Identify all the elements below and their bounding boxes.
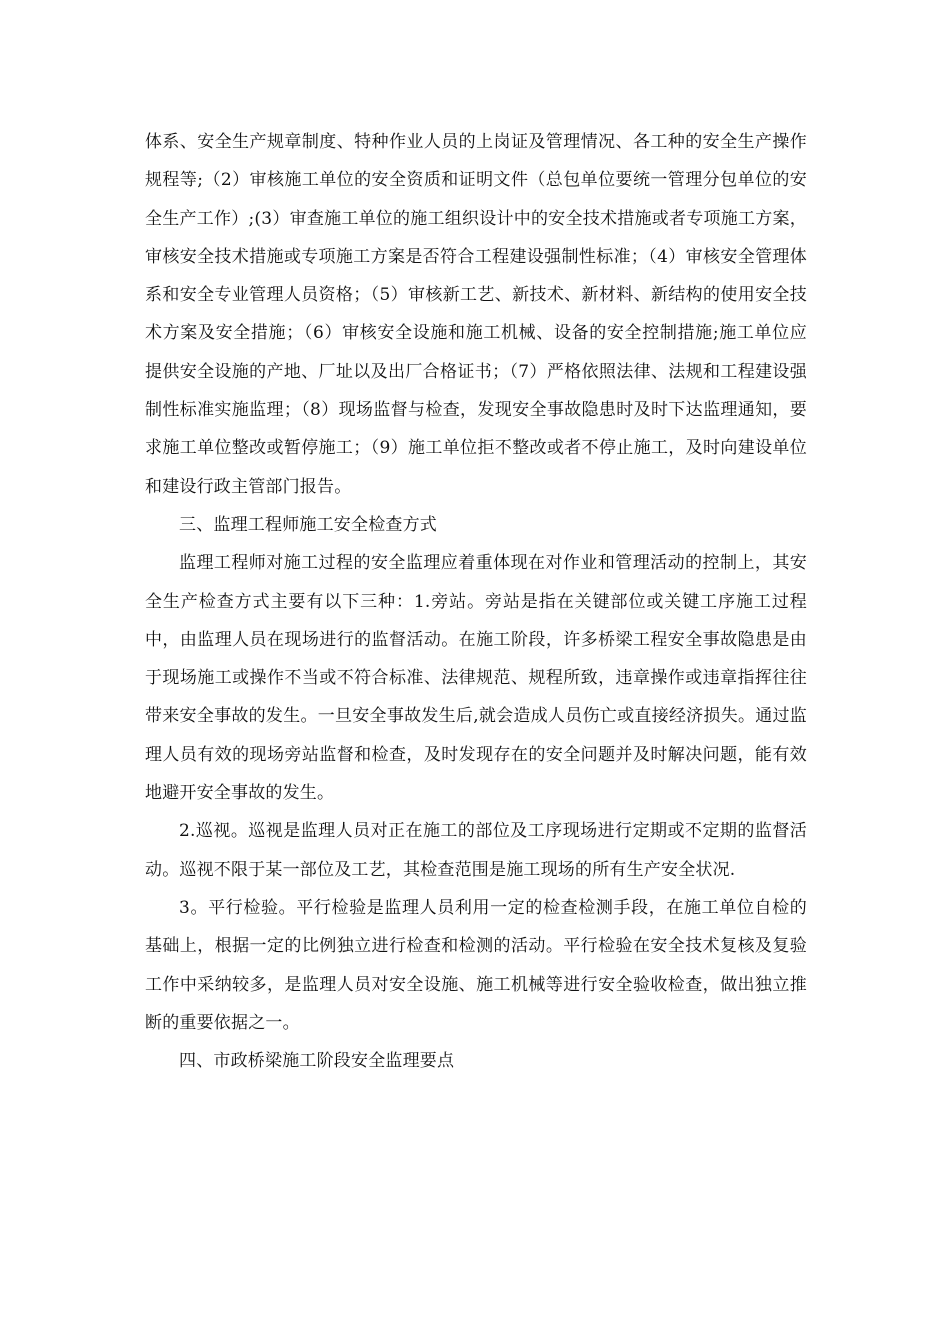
document-body	[145, 123, 807, 1080]
paragraph-safety-review-items: 体系、安全生产规章制度、特种作业人员的上岗证及管理情况、各工种的安全生产操作规程等;（2）审核施工单位的安全资质和证明文件（总包单位要统一管理分包单位的安全生产工作）;(3）审查施工单位的施工组织设计中的安全技术措施或者专项施工方案，审核安全技术措施或专项施工方案是否符合工程建设强制性标准；（4）审核安全管理体系和安全专业管理人员资格；（5）审核新工艺、新技术、新材料、新结构的使用安全技术方案及安全措施；（6）审核安全设施和施工机械、设备的安全控制措施;施工单位应提供安全设施的产地、厂址以及出厂合格证书；（7）严格依照法律、法规和工程建设强制性标准实施监理；（8）现场监督与检查，发现安全事故隐患时及时下达监理通知，要求施工单位整改或暂停施工；（9）施工单位拒不整改或者不停止施工，及时向建设单位和建设行政主管部门报告。	[145, 132, 807, 497]
paragraph-patrol: 2.巡视。巡视是监理人员对正在施工的部位及工序现场进行定期或不定期的监督活动。巡视不限于某一部位及工艺，其检查范围是施工现场的所有生产安全状况.	[145, 821, 807, 880]
section-heading-bridge-supervision: 四、市政桥梁施工阶段安全监理要点	[179, 1051, 455, 1072]
paragraph-side-station: 监理工程师对施工过程的安全监理应着重体现在对作业和管理活动的控制上，其安全生产检查方式主要有以下三种：1.旁站。旁站是指在关键部位或关键工序施工过程中，由监理人员在现场进行的监督活动。在施工阶段，许多桥梁工程安全事故隐患是由于现场施工或操作不当或不符合标准、法律规范、规程所致，违章操作或违章指挥往往带来安全事故的发生。一旦安全事故发生后,就会造成人员伤亡或直接经济损失。通过监理人员有效的现场旁站监督和检查，及时发现存在的安全问题并及时解决问题，能有效地避开安全事故的发生。	[145, 553, 807, 804]
section-heading-inspection-methods: 三、监理工程师施工安全检查方式	[179, 514, 437, 535]
paragraph-parallel-inspection: 3。平行检验。平行检验是监理人员利用一定的检查检测手段，在施工单位自检的基础上，根据一定的比例独立进行检查和检测的活动。平行检验在安全技术复核及复验工作中采纳较多，是监理人员对安全设施、施工机械等进行安全验收检查，做出独立推断的重要依据之一。	[145, 897, 807, 1033]
